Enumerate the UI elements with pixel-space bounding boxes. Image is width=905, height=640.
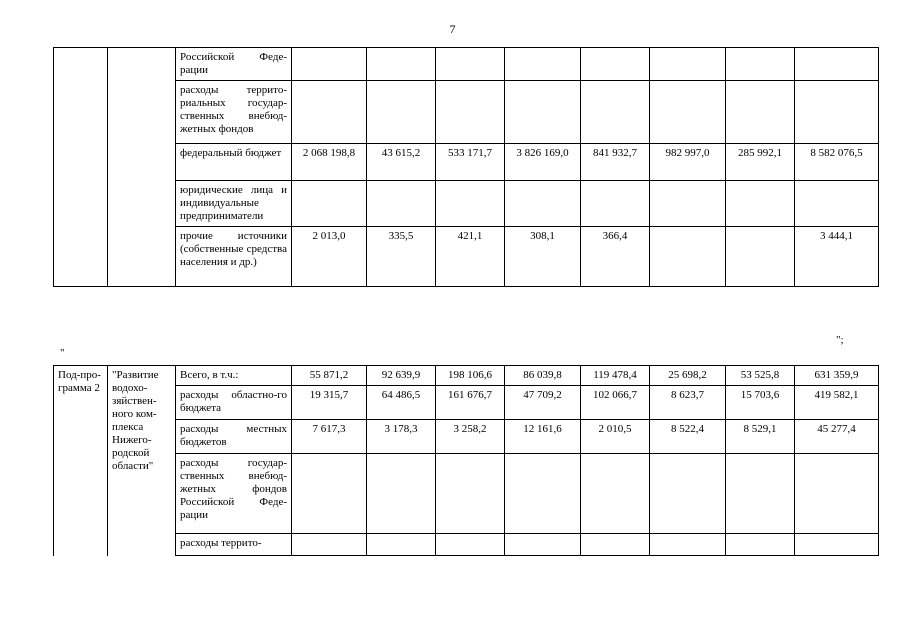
value-cell: 64 486,5 [367, 386, 436, 420]
funding-source-label: Российской Феде-рации [176, 48, 292, 81]
value-cell [726, 48, 795, 81]
value-cell: 533 171,7 [436, 144, 505, 181]
value-cell [367, 181, 436, 227]
value-cell: 119 478,4 [581, 366, 650, 386]
value-cell [367, 454, 436, 534]
value-cell [292, 181, 367, 227]
value-cell [581, 534, 650, 556]
funding-source-label: расходы местных бюджетов [176, 420, 292, 454]
value-cell [436, 48, 505, 81]
funding-source-label: расходы террито- [176, 534, 292, 556]
value-cell: 8 623,7 [650, 386, 726, 420]
program-label: Под-про-грамма 2 [54, 366, 108, 556]
value-cell: 7 617,3 [292, 420, 367, 454]
value-cell: 45 277,4 [795, 420, 879, 454]
value-cell [436, 181, 505, 227]
funding-source-label: прочие источники (собственные средства населения и др.) [176, 227, 292, 287]
value-cell [650, 454, 726, 534]
value-cell [795, 48, 879, 81]
value-cell: 421,1 [436, 227, 505, 287]
value-cell [436, 81, 505, 144]
value-cell: 419 582,1 [795, 386, 879, 420]
funding-source-label: юридические лица и индивидуальные предприниматели [176, 181, 292, 227]
value-cell [292, 534, 367, 556]
value-cell [650, 181, 726, 227]
value-cell [726, 81, 795, 144]
value-cell: 366,4 [581, 227, 650, 287]
value-cell [292, 48, 367, 81]
value-cell: 102 066,7 [581, 386, 650, 420]
value-cell [795, 534, 879, 556]
value-cell: 3 826 169,0 [505, 144, 581, 181]
value-cell: 631 359,9 [795, 366, 879, 386]
value-cell: 198 106,6 [436, 366, 505, 386]
value-cell: 285 992,1 [726, 144, 795, 181]
value-cell: 47 709,2 [505, 386, 581, 420]
value-cell [367, 534, 436, 556]
value-cell [436, 454, 505, 534]
value-cell: 308,1 [505, 227, 581, 287]
value-cell: 161 676,7 [436, 386, 505, 420]
table-row [54, 534, 879, 556]
funding-table-continued [53, 47, 879, 287]
value-cell: 982 997,0 [650, 144, 726, 181]
value-cell: 3 258,2 [436, 420, 505, 454]
table-row [54, 454, 879, 534]
value-cell [726, 454, 795, 534]
value-cell [581, 48, 650, 81]
funding-source-label: расходы террито-риальных государ-ственных внебюд-жетных фондов [176, 81, 292, 144]
table-row [54, 48, 879, 81]
value-cell: 86 039,8 [505, 366, 581, 386]
value-cell: 15 703,6 [726, 386, 795, 420]
program-cell [54, 48, 108, 287]
funding-source-label: расходы областно-го бюджета [176, 386, 292, 420]
closing-quote: "; [836, 334, 844, 346]
page-number: 7 [449, 22, 456, 36]
table-row [54, 81, 879, 144]
funding-source-label: федеральный бюджет [176, 144, 292, 181]
value-cell [650, 227, 726, 287]
funding-source-label: расходы государ-ственных внебюд-жетных фондов Российской Феде-рации [176, 454, 292, 534]
table-row [54, 420, 879, 454]
subprogram-2-table [53, 365, 879, 556]
value-cell: 53 525,8 [726, 366, 795, 386]
value-cell [367, 48, 436, 81]
value-cell [505, 81, 581, 144]
value-cell [726, 534, 795, 556]
table-row [54, 386, 879, 420]
value-cell [726, 181, 795, 227]
value-cell [650, 81, 726, 144]
value-cell [795, 454, 879, 534]
opening-quote: " [60, 347, 65, 359]
value-cell [795, 181, 879, 227]
title-cell [108, 48, 176, 287]
value-cell: 43 615,2 [367, 144, 436, 181]
value-cell [292, 454, 367, 534]
subprogram-title: "Развитие водохо-зяйствен-ного ком-плекса Нижего-родской области" [108, 366, 176, 556]
funding-source-label: Всего, в т.ч.: [176, 366, 292, 386]
value-cell [581, 81, 650, 144]
value-cell: 8 582 076,5 [795, 144, 879, 181]
value-cell [436, 534, 505, 556]
value-cell [650, 534, 726, 556]
value-cell: 841 932,7 [581, 144, 650, 181]
table-row [54, 227, 879, 287]
value-cell: 2 068 198,8 [292, 144, 367, 181]
value-cell: 2 013,0 [292, 227, 367, 287]
value-cell: 92 639,9 [367, 366, 436, 386]
table-row [54, 144, 879, 181]
value-cell [650, 48, 726, 81]
value-cell [292, 81, 367, 144]
value-cell: 2 010,5 [581, 420, 650, 454]
value-cell: 12 161,6 [505, 420, 581, 454]
value-cell: 25 698,2 [650, 366, 726, 386]
value-cell: 19 315,7 [292, 386, 367, 420]
value-cell: 335,5 [367, 227, 436, 287]
table-row [54, 181, 879, 227]
value-cell: 3 178,3 [367, 420, 436, 454]
value-cell [505, 181, 581, 227]
table-row [54, 366, 879, 386]
value-cell [795, 81, 879, 144]
value-cell [726, 227, 795, 287]
value-cell [505, 454, 581, 534]
value-cell [505, 534, 581, 556]
value-cell [505, 48, 581, 81]
value-cell [581, 454, 650, 534]
value-cell [367, 81, 436, 144]
value-cell: 8 529,1 [726, 420, 795, 454]
value-cell: 55 871,2 [292, 366, 367, 386]
value-cell [581, 181, 650, 227]
value-cell: 8 522,4 [650, 420, 726, 454]
value-cell: 3 444,1 [795, 227, 879, 287]
